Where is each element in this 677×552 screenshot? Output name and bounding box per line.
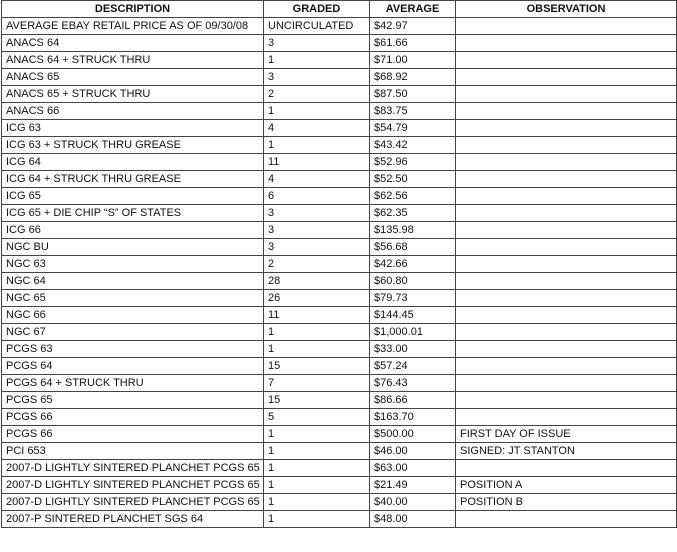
table-body — [2, 18, 677, 528]
cell-average: $1,000.01 — [370, 324, 456, 341]
cell-average: $33.00 — [370, 341, 456, 358]
table-row — [2, 494, 677, 511]
cell-average: $42.66 — [370, 256, 456, 273]
cell-average: $56.68 — [370, 239, 456, 256]
cell-average: $60.80 — [370, 273, 456, 290]
cell-observation — [456, 273, 677, 290]
cell-description: ICG 65 — [2, 188, 264, 205]
table-row — [2, 341, 677, 358]
cell-description: ICG 64 + STRUCK THRU GREASE — [2, 171, 264, 188]
cell-average: $52.96 — [370, 154, 456, 171]
cell-description: ICG 63 + STRUCK THRU GREASE — [2, 137, 264, 154]
table-row — [2, 477, 677, 494]
cell-description: PCGS 64 + STRUCK THRU — [2, 375, 264, 392]
cell-observation — [456, 120, 677, 137]
cell-observation — [456, 35, 677, 52]
table-row — [2, 409, 677, 426]
cell-observation — [456, 69, 677, 86]
table-row — [2, 307, 677, 324]
cell-description: ANACS 66 — [2, 103, 264, 120]
cell-average: $500.00 — [370, 426, 456, 443]
cell-observation: FIRST DAY OF ISSUE — [456, 426, 677, 443]
cell-observation — [456, 154, 677, 171]
cell-observation — [456, 222, 677, 239]
table-row — [2, 171, 677, 188]
cell-average: $48.00 — [370, 511, 456, 528]
cell-graded: 6 — [264, 188, 370, 205]
cell-graded: 1 — [264, 324, 370, 341]
cell-description: NGC 64 — [2, 273, 264, 290]
cell-average: $79.73 — [370, 290, 456, 307]
cell-average: $87.50 — [370, 86, 456, 103]
table-row — [2, 188, 677, 205]
cell-observation — [456, 256, 677, 273]
cell-observation — [456, 358, 677, 375]
cell-average: $71.00 — [370, 52, 456, 69]
cell-graded: 3 — [264, 35, 370, 52]
cell-graded: 26 — [264, 290, 370, 307]
cell-average: $21.49 — [370, 477, 456, 494]
table-row — [2, 273, 677, 290]
cell-graded: 4 — [264, 171, 370, 188]
cell-observation — [456, 239, 677, 256]
cell-observation — [456, 460, 677, 477]
cell-average: $62.56 — [370, 188, 456, 205]
header-observation: OBSERVATION — [456, 1, 677, 18]
cell-average: $135.98 — [370, 222, 456, 239]
cell-average: $76.43 — [370, 375, 456, 392]
cell-description: ANACS 64 — [2, 35, 264, 52]
cell-observation — [456, 86, 677, 103]
cell-graded: 1 — [264, 494, 370, 511]
cell-description: NGC 63 — [2, 256, 264, 273]
cell-description: 2007-D LIGHTLY SINTERED PLANCHET PCGS 65 — [2, 494, 264, 511]
cell-observation — [456, 290, 677, 307]
table-row — [2, 256, 677, 273]
header-row — [2, 1, 677, 18]
cell-average: $46.00 — [370, 443, 456, 460]
table-row — [2, 35, 677, 52]
cell-average: $57.24 — [370, 358, 456, 375]
cell-average: $86.66 — [370, 392, 456, 409]
cell-observation — [456, 52, 677, 69]
cell-graded: 1 — [264, 511, 370, 528]
cell-observation — [456, 171, 677, 188]
cell-observation — [456, 341, 677, 358]
table-row — [2, 205, 677, 222]
cell-description: ICG 64 — [2, 154, 264, 171]
table-row — [2, 290, 677, 307]
cell-description: ICG 63 — [2, 120, 264, 137]
cell-graded: 11 — [264, 154, 370, 171]
cell-description: NGC 65 — [2, 290, 264, 307]
cell-graded: 1 — [264, 52, 370, 69]
table-row — [2, 137, 677, 154]
cell-description: ANACS 64 + STRUCK THRU — [2, 52, 264, 69]
cell-observation — [456, 409, 677, 426]
cell-observation: POSITION B — [456, 494, 677, 511]
table-row — [2, 426, 677, 443]
cell-graded: 1 — [264, 460, 370, 477]
cell-average: $54.79 — [370, 120, 456, 137]
cell-graded: 1 — [264, 103, 370, 120]
cell-observation: SIGNED: JT STANTON — [456, 443, 677, 460]
cell-graded: 4 — [264, 120, 370, 137]
cell-average: $63.00 — [370, 460, 456, 477]
table-row — [2, 18, 677, 35]
cell-description: ANACS 65 + STRUCK THRU — [2, 86, 264, 103]
cell-description: PCGS 66 — [2, 409, 264, 426]
cell-description: 2007-D LIGHTLY SINTERED PLANCHET PCGS 65 — [2, 477, 264, 494]
table-row — [2, 443, 677, 460]
table-row — [2, 103, 677, 120]
table-row — [2, 120, 677, 137]
header-graded: GRADED — [264, 1, 370, 18]
cell-description: NGC 66 — [2, 307, 264, 324]
table-row — [2, 324, 677, 341]
cell-description: NGC 67 — [2, 324, 264, 341]
cell-observation — [456, 137, 677, 154]
cell-graded: 7 — [264, 375, 370, 392]
table-row — [2, 222, 677, 239]
cell-graded: 1 — [264, 341, 370, 358]
cell-description: 2007-P SINTERED PLANCHET SGS 64 — [2, 511, 264, 528]
cell-graded: 2 — [264, 256, 370, 273]
cell-graded: 11 — [264, 307, 370, 324]
cell-observation — [456, 307, 677, 324]
cell-graded: 5 — [264, 409, 370, 426]
cell-graded: 2 — [264, 86, 370, 103]
table-row — [2, 154, 677, 171]
cell-graded: 3 — [264, 69, 370, 86]
cell-graded: 1 — [264, 443, 370, 460]
cell-average: $163.70 — [370, 409, 456, 426]
table-row — [2, 239, 677, 256]
table-row — [2, 358, 677, 375]
price-table — [1, 0, 677, 528]
cell-observation — [456, 18, 677, 35]
table-row — [2, 375, 677, 392]
cell-description: PCGS 63 — [2, 341, 264, 358]
cell-average: $40.00 — [370, 494, 456, 511]
cell-graded: 1 — [264, 426, 370, 443]
cell-average: $68.92 — [370, 69, 456, 86]
cell-graded: 3 — [264, 222, 370, 239]
cell-observation — [456, 511, 677, 528]
cell-description: NGC BU — [2, 239, 264, 256]
cell-average: $83.75 — [370, 103, 456, 120]
cell-observation — [456, 324, 677, 341]
cell-average: $42.97 — [370, 18, 456, 35]
cell-graded: 15 — [264, 358, 370, 375]
table-row — [2, 392, 677, 409]
cell-observation — [456, 375, 677, 392]
cell-graded: 1 — [264, 477, 370, 494]
cell-description: ANACS 65 — [2, 69, 264, 86]
header-average: AVERAGE — [370, 1, 456, 18]
cell-average: $62.35 — [370, 205, 456, 222]
table-row — [2, 460, 677, 477]
header-description: DESCRIPTION — [2, 1, 264, 18]
cell-graded: 28 — [264, 273, 370, 290]
cell-average: $43.42 — [370, 137, 456, 154]
cell-graded: 3 — [264, 239, 370, 256]
table-row — [2, 86, 677, 103]
cell-average: $61.66 — [370, 35, 456, 52]
cell-description: PCI 653 — [2, 443, 264, 460]
cell-graded: 15 — [264, 392, 370, 409]
cell-graded: 1 — [264, 137, 370, 154]
table-row — [2, 52, 677, 69]
cell-description: AVERAGE EBAY RETAIL PRICE AS OF 09/30/08 — [2, 18, 264, 35]
cell-description: PCGS 65 — [2, 392, 264, 409]
cell-description: PCGS 64 — [2, 358, 264, 375]
cell-description: ICG 65 + DIE CHIP “S” OF STATES — [2, 205, 264, 222]
cell-average: $52.50 — [370, 171, 456, 188]
cell-description: ICG 66 — [2, 222, 264, 239]
cell-description: 2007-D LIGHTLY SINTERED PLANCHET PCGS 65 — [2, 460, 264, 477]
cell-observation: POSITION A — [456, 477, 677, 494]
cell-graded: UNCIRCULATED — [264, 18, 370, 35]
table-row — [2, 511, 677, 528]
cell-observation — [456, 205, 677, 222]
cell-average: $144.45 — [370, 307, 456, 324]
cell-observation — [456, 392, 677, 409]
cell-observation — [456, 188, 677, 205]
cell-observation — [456, 103, 677, 120]
cell-description: PCGS 66 — [2, 426, 264, 443]
cell-graded: 3 — [264, 205, 370, 222]
table-row — [2, 69, 677, 86]
